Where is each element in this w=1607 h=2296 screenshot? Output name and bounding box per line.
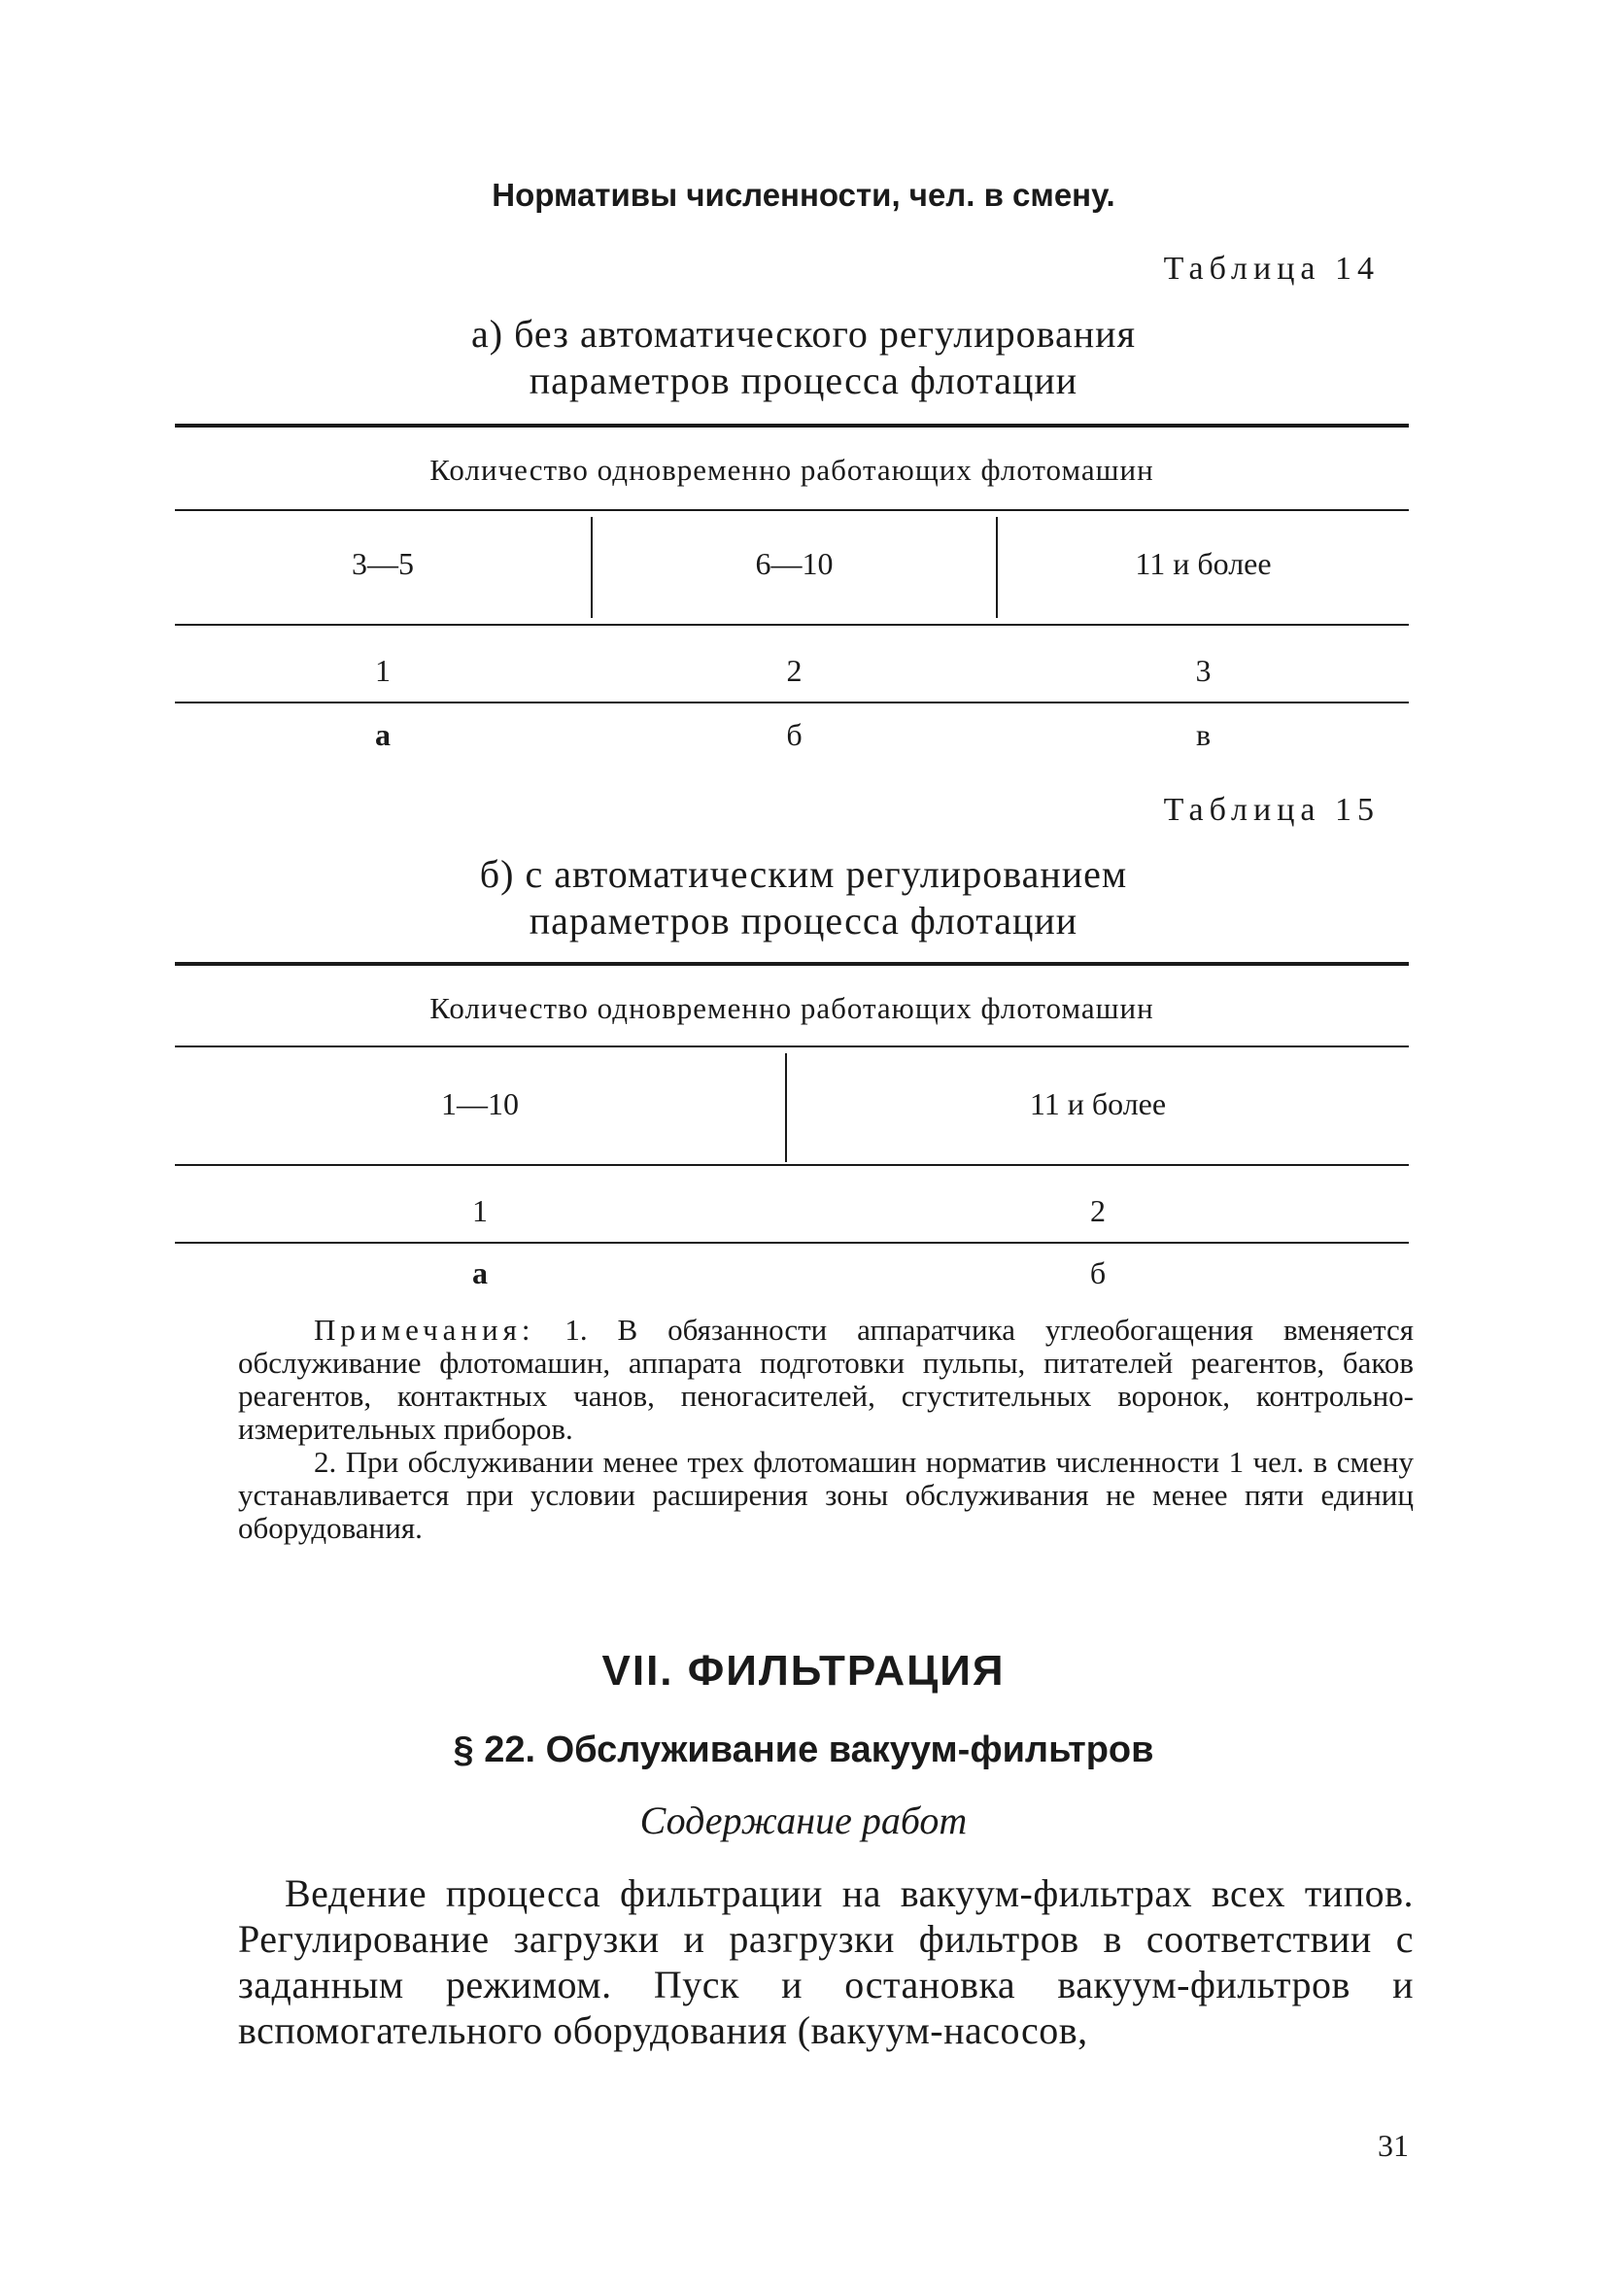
table-15-values-rule — [175, 1242, 1409, 1244]
table-15-title-line1: б) с автоматическим регулированием — [479, 852, 1128, 896]
table-14-code-2: б — [786, 717, 803, 752]
table-14-col-2: 6—10 — [755, 546, 834, 581]
table-14-head: Количество одновременно работающих флотомашин — [429, 453, 1154, 487]
page-header-title: Нормативы численности, чел. в смену. — [492, 177, 1115, 213]
table-15-top-rule — [175, 962, 1409, 966]
page-number: 31 — [1378, 2128, 1409, 2163]
table-15-value-1: 1 — [472, 1193, 488, 1228]
table-14-title-line2: параметров процесса флотации — [529, 359, 1078, 402]
table-15-code-1: а — [472, 1255, 488, 1290]
table-15-code-2: б — [1089, 1255, 1107, 1290]
table-14-value-3: 3 — [1195, 653, 1212, 688]
note-1-text: 1. В обязанности аппаратчика углеобогащения вменяется обслуживание флотомашин, аппарата подготовки пульпы, питателей реагентов, баков реагентов, контактных чанов, пеногасителей, сгустительных воронок, контрольно-измерительных приборов. — [238, 1313, 1414, 1446]
table-15-col-2: 11 и более — [1029, 1086, 1167, 1121]
table-14-title-line1: а) без автоматического регулирования — [471, 312, 1136, 356]
notes-block — [238, 1314, 1414, 1545]
body-paragraph-text: Ведение процесса фильтрации на вакуум-фильтрах всех типов. Регулирование загрузки и разгрузки фильтров в соответствии с заданным режимом. Пуск и остановка вакуум-фильтров и вспомогательного оборудования (вакуум-насосов, — [238, 1871, 1414, 2052]
table-14-top-rule — [175, 424, 1409, 428]
table-15-value-2: 2 — [1090, 1193, 1106, 1228]
section-title: VII. ФИЛЬТРАЦИЯ — [601, 1647, 1006, 1695]
table-15-title-line2: параметров процесса флотации — [529, 899, 1078, 942]
table-15-col-1: 1—10 — [441, 1086, 519, 1121]
table-14-code-1: а — [375, 717, 391, 752]
table-14-cols-rule — [175, 624, 1409, 626]
subsection-title: § 22. Обслуживание вакуум-фильтров — [453, 1730, 1154, 1770]
table-14-value-1: 1 — [375, 653, 391, 688]
table-15-number: Таблица 15 — [1163, 792, 1380, 828]
table-15-head-rule — [175, 1045, 1409, 1047]
table-14-head-rule — [175, 509, 1409, 511]
table-15-head: Количество одновременно работающих флотомашин — [429, 991, 1154, 1025]
table-14-value-2: 2 — [786, 653, 803, 688]
notes-label: Примечания: — [314, 1313, 535, 1347]
table-14-number: Таблица 14 — [1163, 251, 1380, 287]
table-14-code-3: в — [1195, 717, 1212, 752]
content-heading: Содержание работ — [639, 1799, 968, 1842]
table-15-cols-rule — [175, 1164, 1409, 1166]
note-2-text: 2. При обслуживании менее трех флотомашин норматив численности 1 чел. в смену устанавливается при условии расширения зоны обслуживания не менее пяти единиц оборудования. — [238, 1445, 1414, 1545]
table-14-col-3: 11 и более — [1135, 546, 1272, 581]
body-paragraph — [238, 1870, 1414, 2053]
table-14-col-1: 3—5 — [352, 546, 414, 581]
table-14-values-rule — [175, 702, 1409, 703]
